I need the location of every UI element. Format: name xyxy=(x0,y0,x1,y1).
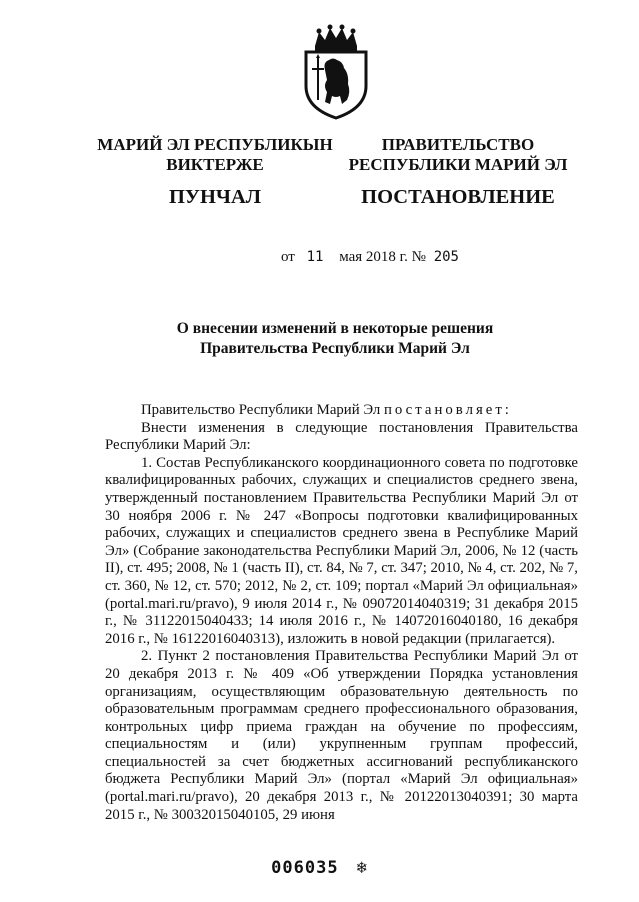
date-prefix: от xyxy=(281,249,295,265)
header-russian-column xyxy=(333,135,583,209)
date-day: 11 xyxy=(306,249,324,265)
header-mari-line2: ВИКТЕРЖЕ xyxy=(166,155,264,174)
title-line2: Правительства Республики Марий Эл xyxy=(200,340,470,357)
header-russian-line1: ПРАВИТЕЛЬСТВО xyxy=(381,135,535,154)
header-russian-line2: РЕСПУБЛИКИ МАРИЙ ЭЛ xyxy=(348,155,568,174)
document-title xyxy=(80,319,590,359)
paragraph-item-2: 2. Пункт 2 постановления Правительства Республики Марий Эл от 20 декабря 2013 г. № 409 «Об утверждении Порядка установления организациям, осуществляющим образовательную деятельность по образовательным программам среднего профессионального образования, контрольных цифр приема граждан на обучение по профессиям, специальностям и (или) укрупненным группам профессий, специальностей за счет бюджетных ассигнований республиканского бюджета Республики Марий Эл» (портал «Марий Эл официальная» (portal.mari.ru/pravo), 20 декабря 2013 г., № 20122013040391; 30 марта 2015 г., № 30032015040105, 29 июня xyxy=(105,648,578,823)
header-russian-doc-type: ПОСТАНОВЛЕНИЕ xyxy=(361,186,555,208)
coat-of-arms-emblem xyxy=(295,24,377,120)
document-body xyxy=(105,402,578,824)
form-serial-number xyxy=(0,858,639,878)
title-line1: О внесении изменений в некоторые решения xyxy=(176,320,494,337)
header-mari-line1: МАРИЙ ЭЛ РЕСПУБЛИКЫН xyxy=(97,135,333,154)
header-mari-doc-type: ПУНЧАЛ xyxy=(168,186,262,208)
intro-paragraph xyxy=(105,402,578,420)
paragraph-introduce-changes: Внести изменения в следующие постановления Правительства Республики Марий Эл: xyxy=(105,419,578,454)
paragraph-item-1: 1. Состав Республиканского координационного совета по подготовке квалифицированных рабочих, служащих и специалистов среднего звена, утвержденный постановлением Правительства Республики Марий Эл от 30 ноября 2006 г. № 247 «Вопросы подготовки квалифицированных рабочих, служащих и специалистов среднего звена в Республике Марий Эл» (Собрание законодательства Республики Марий Эл, 2006, № 12 (часть II), ст. 495; 2008, № 1 (часть II), ст. 84, № 7, ст. 347; 2010, № 4, ст. 202, № 7, ст. 360, № 12, ст. 570; 2012, № 2, ст. 109; портал «Марий Эл официальная» (portal.mari.ru/pravo), 9 июля 2014 г., № 09072014040319; 31 декабря 2015 г., № 31122015040433; 14 июля 2016 г., № 14072016040180, 16 декабря 2016 г., № 16122016040313), изложить в новой редакции (прилагается). xyxy=(105,454,578,647)
snowflake-mark-icon: ❄ xyxy=(356,858,368,878)
intro-text: Правительство Республики Марий Эл xyxy=(141,402,384,418)
document-number: 205 xyxy=(433,249,459,265)
serial-number: 006035 xyxy=(271,858,339,878)
date-month-year: мая 2018 г. № xyxy=(339,249,426,265)
intro-resolves: постановляет: xyxy=(384,402,512,418)
header-mari-column xyxy=(80,135,350,209)
document-date-line xyxy=(150,249,590,266)
